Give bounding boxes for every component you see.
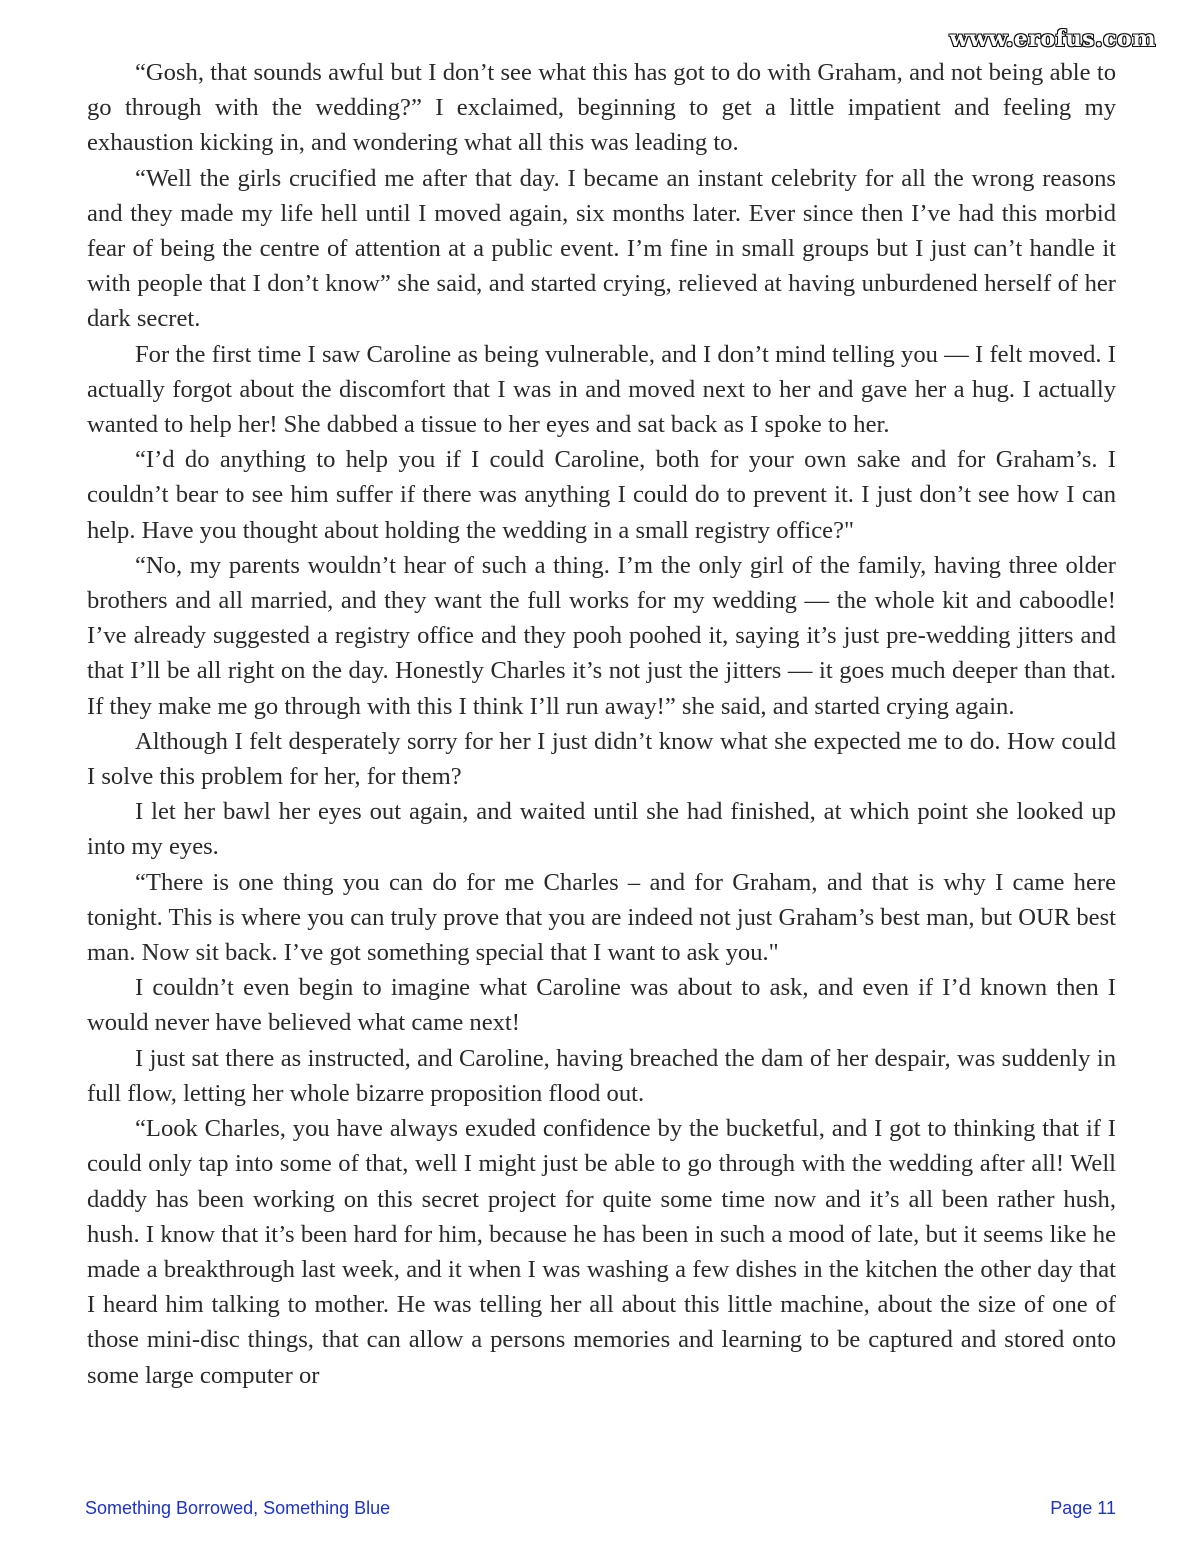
paragraph: I just sat there as instructed, and Caroline, having breached the dam of her despair, was suddenly in full flow, letting her whole bizarre proposition flood out. [87,1044,1116,1107]
paragraph: I couldn’t even begin to imagine what Caroline was about to ask, and even if I’d known then I would never have believed what came next! [87,974,1116,1037]
page-footer [85,1494,1116,1522]
footer-book-title: Something Borrowed, Something Blue [85,1498,391,1518]
paragraph: “No, my parents wouldn’t hear of such a thing. I’m the only girl of the family, having three older brothers and all married, and they want the full works for my wedding — the whole kit and caboodle! I’ve already suggested a registry office and they pooh poohed it, saying it’s just pre-wedding jitters and that I’ll be all right on the day. Honestly Charles it’s not just the jitters — it goes much deeper than that. If they make me go through with this I think I’ll run away!” she said, and started crying again. [87,551,1116,720]
paragraph: For the first time I saw Caroline as being vulnerable, and I don’t mind telling you — I felt moved. I actually forgot about the discomfort that I was in and moved next to her and gave her a hug. I actually wanted to help her! She dabbed a tissue to her eyes and sat back as I spoke to her. [87,340,1116,439]
footer-page-number: Page 11 [1050,1498,1116,1518]
paragraph: “Look Charles, you have always exuded confidence by the bucketful, and I got to thinking that if I could only tap into some of that, well I might just be able to go through with the wedding after all! Well daddy has been working on this secret project for quite some time now and it’s all been rather hush, hush. I know that it’s been hard for him, because he has been in such a mood of late, but it seems like he made a breakthrough last week, and it when I was washing a few dishes in the kitchen the other day that I heard him talking to mother. He was telling her all about this little machine, about the size of one of those mini-disc things, that can allow a persons memories and learning to be captured and stored onto some large computer or [87,1115,1116,1389]
paragraph: “I’d do anything to help you if I could Caroline, both for your own sake and for Graham’s. I couldn’t bear to see him suffer if there was anything I could do to prevent it. I just don’t see how I can help. Have you thought about holding the wedding in a small registry office?" [87,446,1116,544]
paragraph: “There is one thing you can do for me Charles – and for Graham, and that is why I came here tonight. This is where you can truly prove that you are indeed not just Graham’s best man, but OUR best man. Now sit back. I’ve got something special that I want to ask you." [87,868,1116,967]
paragraph: “Gosh, that sounds awful but I don’t see what this has got to do with Graham, and not being able to go through with the wedding?” I exclaimed, beginning to get a little impatient and feeling my exhaustion kicking in, and wondering what all this was leading to. [87,59,1116,157]
watermark: www.erofus.com [940,26,1166,52]
paragraph: Although I felt desperately sorry for her I just didn’t know what she expected me to do. How could I solve this problem for her, for them? [87,727,1116,791]
paragraph: “Well the girls crucified me after that day. I became an instant celebrity for all the wrong reasons and they made my life hell until I moved again, six months later. Ever since then I’ve had this morbid fear of being the centre of attention at a public event. I’m fine in small groups but I just can’t handle it with people that I don’t know” she said, and started crying, relieved at having unburdened herself of her dark secret. [87,164,1116,333]
page-body [87,55,1116,1393]
paragraph: I let her bawl her eyes out again, and waited until she had finished, at which point she looked up into my eyes. [87,798,1116,861]
